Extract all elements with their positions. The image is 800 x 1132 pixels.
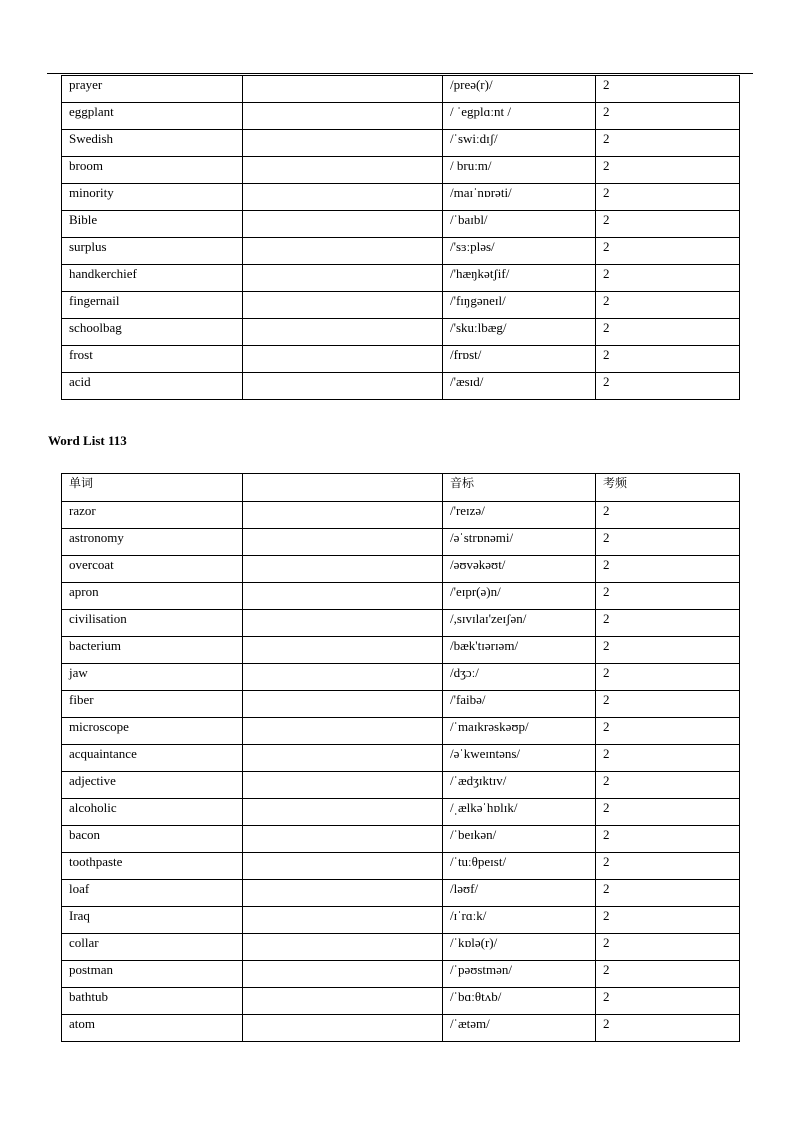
phonetic-cell: /ˈtuːθpeɪst/ bbox=[443, 853, 596, 880]
blank-cell bbox=[243, 772, 443, 799]
table-row bbox=[62, 502, 740, 529]
frequency-cell: 2 bbox=[596, 502, 740, 529]
table-header-row bbox=[62, 474, 740, 502]
table-row bbox=[62, 718, 740, 745]
word-list-113-heading: Word List 113 bbox=[48, 433, 127, 448]
word-cell: bathtub bbox=[62, 988, 243, 1015]
table-row bbox=[62, 265, 740, 292]
blank-cell bbox=[243, 637, 443, 664]
word-cell: Bible bbox=[62, 211, 243, 238]
word-cell: alcoholic bbox=[62, 799, 243, 826]
table-row bbox=[62, 826, 740, 853]
blank-cell bbox=[243, 373, 443, 400]
phonetic-cell: /əʊvəkəʊt/ bbox=[443, 556, 596, 583]
previous-word-table-body bbox=[62, 76, 740, 400]
blank-cell bbox=[243, 103, 443, 130]
frequency-cell: 2 bbox=[596, 211, 740, 238]
table-row bbox=[62, 745, 740, 772]
phonetic-cell: /ləʊf/ bbox=[443, 880, 596, 907]
frequency-cell: 2 bbox=[596, 583, 740, 610]
frequency-cell: 2 bbox=[596, 853, 740, 880]
word-cell: Iraq bbox=[62, 907, 243, 934]
word-cell: frost bbox=[62, 346, 243, 373]
phonetic-cell: /ˈkɒlə(r)/ bbox=[443, 934, 596, 961]
frequency-cell: 2 bbox=[596, 238, 740, 265]
blank-cell bbox=[243, 907, 443, 934]
table-row bbox=[62, 961, 740, 988]
table-row bbox=[62, 238, 740, 265]
table-row bbox=[62, 853, 740, 880]
phonetic-cell: /frɒst/ bbox=[443, 346, 596, 373]
phonetic-cell: /ˈætəm/ bbox=[443, 1015, 596, 1042]
phonetic-cell: /maɪˈnɒrəti/ bbox=[443, 184, 596, 211]
frequency-cell: 2 bbox=[596, 265, 740, 292]
frequency-cell: 2 bbox=[596, 961, 740, 988]
blank-cell bbox=[243, 157, 443, 184]
phonetic-cell: /bæk'tɪərɪəm/ bbox=[443, 637, 596, 664]
phonetic-cell: /preə(r)/ bbox=[443, 76, 596, 103]
word-cell: Swedish bbox=[62, 130, 243, 157]
frequency-cell: 2 bbox=[596, 988, 740, 1015]
word-cell: minority bbox=[62, 184, 243, 211]
blank-cell bbox=[243, 799, 443, 826]
blank-cell bbox=[243, 265, 443, 292]
word-cell: apron bbox=[62, 583, 243, 610]
phonetic-cell: /'faibə/ bbox=[443, 691, 596, 718]
blank-cell bbox=[243, 664, 443, 691]
blank-cell bbox=[243, 292, 443, 319]
table-row bbox=[62, 988, 740, 1015]
table-row bbox=[62, 556, 740, 583]
phonetic-cell: /'hæŋkətʃif/ bbox=[443, 265, 596, 292]
word-cell: razor bbox=[62, 502, 243, 529]
word-cell: handkerchief bbox=[62, 265, 243, 292]
table-row bbox=[62, 583, 740, 610]
word-cell: acquaintance bbox=[62, 745, 243, 772]
frequency-cell: 2 bbox=[596, 880, 740, 907]
blank-cell bbox=[243, 76, 443, 103]
blank-cell bbox=[243, 556, 443, 583]
frequency-cell: 2 bbox=[596, 157, 740, 184]
phonetic-cell: /ˈædʒɪktɪv/ bbox=[443, 772, 596, 799]
frequency-cell: 2 bbox=[596, 826, 740, 853]
phonetic-cell: /əˈstrɒnəmi/ bbox=[443, 529, 596, 556]
blank-cell bbox=[243, 346, 443, 373]
table-row bbox=[62, 664, 740, 691]
blank-cell bbox=[243, 880, 443, 907]
header-frequency: 考频 bbox=[596, 474, 740, 502]
table-row bbox=[62, 1015, 740, 1042]
blank-cell bbox=[243, 718, 443, 745]
frequency-cell: 2 bbox=[596, 934, 740, 961]
phonetic-cell: /'sɜːpləs/ bbox=[443, 238, 596, 265]
frequency-cell: 2 bbox=[596, 556, 740, 583]
phonetic-cell: / bruːm/ bbox=[443, 157, 596, 184]
word-cell: postman bbox=[62, 961, 243, 988]
blank-cell bbox=[243, 583, 443, 610]
table-row bbox=[62, 637, 740, 664]
frequency-cell: 2 bbox=[596, 664, 740, 691]
table-row bbox=[62, 103, 740, 130]
table-row bbox=[62, 799, 740, 826]
frequency-cell: 2 bbox=[596, 610, 740, 637]
frequency-cell: 2 bbox=[596, 76, 740, 103]
frequency-cell: 2 bbox=[596, 691, 740, 718]
word-list-113-table-body bbox=[62, 474, 740, 1042]
phonetic-cell: /ˈbɑːθtʌb/ bbox=[443, 988, 596, 1015]
word-cell: surplus bbox=[62, 238, 243, 265]
table-row bbox=[62, 880, 740, 907]
blank-cell bbox=[243, 1015, 443, 1042]
phonetic-cell: /dʒɔː/ bbox=[443, 664, 596, 691]
blank-cell bbox=[243, 934, 443, 961]
header-word: 单词 bbox=[62, 474, 243, 502]
table-row bbox=[62, 130, 740, 157]
frequency-cell: 2 bbox=[596, 745, 740, 772]
frequency-cell: 2 bbox=[596, 637, 740, 664]
word-list-113-table bbox=[61, 473, 740, 1042]
phonetic-cell: /ˌælkəˈhɒlɪk/ bbox=[443, 799, 596, 826]
word-cell: bacterium bbox=[62, 637, 243, 664]
word-cell: broom bbox=[62, 157, 243, 184]
word-cell: collar bbox=[62, 934, 243, 961]
phonetic-cell: /ˈbaɪbl/ bbox=[443, 211, 596, 238]
frequency-cell: 2 bbox=[596, 373, 740, 400]
frequency-cell: 2 bbox=[596, 292, 740, 319]
phonetic-cell: /ˈswiːdɪʃ/ bbox=[443, 130, 596, 157]
table-row bbox=[62, 934, 740, 961]
table-row bbox=[62, 76, 740, 103]
word-cell: fiber bbox=[62, 691, 243, 718]
table-row bbox=[62, 691, 740, 718]
header-phonetic: 音标 bbox=[443, 474, 596, 502]
frequency-cell: 2 bbox=[596, 103, 740, 130]
frequency-cell: 2 bbox=[596, 184, 740, 211]
word-cell: acid bbox=[62, 373, 243, 400]
phonetic-cell: /ˈpəʊstmən/ bbox=[443, 961, 596, 988]
blank-cell bbox=[243, 610, 443, 637]
phonetic-cell: /'æsɪd/ bbox=[443, 373, 596, 400]
blank-cell bbox=[243, 745, 443, 772]
frequency-cell: 2 bbox=[596, 1015, 740, 1042]
word-cell: loaf bbox=[62, 880, 243, 907]
word-cell: eggplant bbox=[62, 103, 243, 130]
word-cell: toothpaste bbox=[62, 853, 243, 880]
blank-cell bbox=[243, 319, 443, 346]
table-row bbox=[62, 346, 740, 373]
word-cell: astronomy bbox=[62, 529, 243, 556]
phonetic-cell: /əˈkweɪntəns/ bbox=[443, 745, 596, 772]
table-row bbox=[62, 184, 740, 211]
word-cell: schoolbag bbox=[62, 319, 243, 346]
word-cell: microscope bbox=[62, 718, 243, 745]
word-cell: prayer bbox=[62, 76, 243, 103]
table-row bbox=[62, 373, 740, 400]
blank-cell bbox=[243, 853, 443, 880]
header-blank bbox=[243, 474, 443, 502]
blank-cell bbox=[243, 502, 443, 529]
blank-cell bbox=[243, 184, 443, 211]
frequency-cell: 2 bbox=[596, 772, 740, 799]
word-cell: fingernail bbox=[62, 292, 243, 319]
table-row bbox=[62, 157, 740, 184]
phonetic-cell: /ˈmaɪkrəskəʊp/ bbox=[443, 718, 596, 745]
word-cell: overcoat bbox=[62, 556, 243, 583]
table-row bbox=[62, 292, 740, 319]
phonetic-cell: /'fɪŋgəneɪl/ bbox=[443, 292, 596, 319]
frequency-cell: 2 bbox=[596, 130, 740, 157]
blank-cell bbox=[243, 529, 443, 556]
blank-cell bbox=[243, 211, 443, 238]
previous-word-table bbox=[61, 75, 740, 400]
blank-cell bbox=[243, 691, 443, 718]
phonetic-cell: /ˈbeɪkən/ bbox=[443, 826, 596, 853]
word-cell: bacon bbox=[62, 826, 243, 853]
phonetic-cell: /'eɪpr(ə)n/ bbox=[443, 583, 596, 610]
phonetic-cell: / ˈegplɑːnt / bbox=[443, 103, 596, 130]
blank-cell bbox=[243, 961, 443, 988]
table-row bbox=[62, 211, 740, 238]
frequency-cell: 2 bbox=[596, 529, 740, 556]
frequency-cell: 2 bbox=[596, 319, 740, 346]
phonetic-cell: /ɪˈrɑːk/ bbox=[443, 907, 596, 934]
table-row bbox=[62, 772, 740, 799]
table-row bbox=[62, 529, 740, 556]
frequency-cell: 2 bbox=[596, 799, 740, 826]
page-top-rule bbox=[47, 73, 753, 74]
word-cell: jaw bbox=[62, 664, 243, 691]
blank-cell bbox=[243, 238, 443, 265]
frequency-cell: 2 bbox=[596, 907, 740, 934]
frequency-cell: 2 bbox=[596, 346, 740, 373]
word-cell: atom bbox=[62, 1015, 243, 1042]
frequency-cell: 2 bbox=[596, 718, 740, 745]
phonetic-cell: /'skuːlbæg/ bbox=[443, 319, 596, 346]
word-cell: adjective bbox=[62, 772, 243, 799]
blank-cell bbox=[243, 988, 443, 1015]
table-row bbox=[62, 907, 740, 934]
table-row bbox=[62, 319, 740, 346]
phonetic-cell: /'reɪzə/ bbox=[443, 502, 596, 529]
blank-cell bbox=[243, 826, 443, 853]
word-cell: civilisation bbox=[62, 610, 243, 637]
table-row bbox=[62, 610, 740, 637]
blank-cell bbox=[243, 130, 443, 157]
phonetic-cell: /,sɪvɪlaɪ'zeɪʃən/ bbox=[443, 610, 596, 637]
